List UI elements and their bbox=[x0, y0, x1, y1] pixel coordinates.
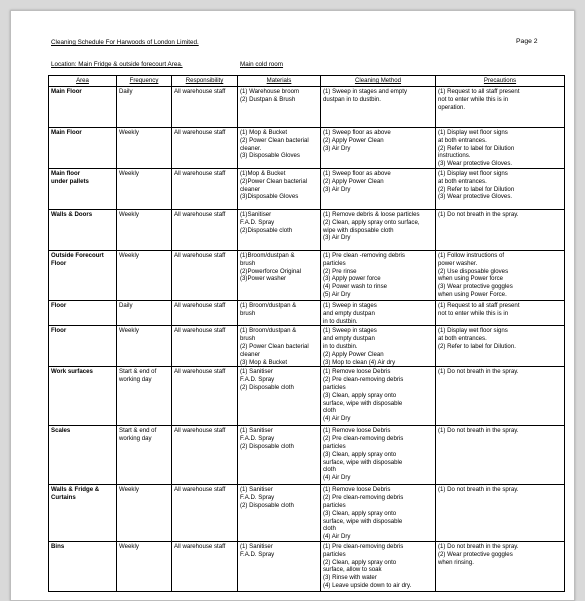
method-line: (3) Rinse with water bbox=[323, 574, 377, 582]
document-title: Cleaning Schedule For Harwoods of London Limited. bbox=[51, 39, 199, 46]
method-line: (5) Air Dry bbox=[323, 290, 351, 298]
table-row bbox=[49, 326, 565, 367]
cell-area bbox=[49, 251, 117, 301]
area-line: Bins bbox=[51, 542, 65, 550]
header-precautions: Precautions bbox=[436, 76, 565, 87]
cell-responsibility bbox=[172, 541, 238, 591]
materials-line: F.A.D. Spray bbox=[240, 435, 275, 443]
materials-line: (3)Power washer bbox=[240, 275, 287, 283]
frequency-line: Weekly bbox=[119, 486, 139, 494]
table-row bbox=[49, 210, 565, 251]
precautions-line: operation. bbox=[438, 103, 466, 111]
cell-area bbox=[49, 301, 117, 326]
materials-line: (2) Disposable cloth bbox=[240, 442, 294, 450]
frequency-line: working day bbox=[119, 376, 152, 384]
cell-frequency bbox=[117, 128, 172, 169]
cell-frequency bbox=[117, 426, 172, 485]
materials-line: (1)Mop & Bucket bbox=[240, 170, 286, 177]
materials-line: cleaner bbox=[240, 350, 260, 358]
frequency-line: Weekly bbox=[119, 252, 139, 259]
precautions-line: (3) Wear protective Gloves. bbox=[438, 193, 513, 201]
precautions-line: not to enter while this is in bbox=[438, 309, 509, 317]
materials-line: (2) Power Clean bacterial bbox=[240, 136, 309, 144]
cell-materials bbox=[238, 87, 321, 128]
precautions-line: instructions. bbox=[438, 152, 471, 160]
area-line: Floor bbox=[51, 259, 67, 267]
method-line: cloth bbox=[323, 466, 336, 474]
area-line: Outside Forecourt bbox=[51, 252, 104, 259]
method-line: (3) Clean, apply spray onto bbox=[323, 450, 397, 458]
precautions-line: (1) Request to all staff present bbox=[438, 88, 520, 95]
materials-line: (1)Broom/dustpan & bbox=[240, 252, 295, 259]
method-line: particles bbox=[323, 442, 346, 450]
frequency-line: Weekly bbox=[119, 129, 139, 136]
precautions-line: (1) Follow instructions of bbox=[438, 252, 505, 259]
cell-frequency bbox=[117, 251, 172, 301]
cell-precautions bbox=[436, 251, 565, 301]
table-row bbox=[49, 128, 565, 169]
cell-precautions bbox=[436, 326, 565, 367]
method-line: (2) Apply Power Clean bbox=[323, 136, 384, 144]
cell-precautions bbox=[436, 87, 565, 128]
method-line: (1) Sweep floor as above bbox=[323, 129, 391, 136]
method-line: (1) Remove loose Debris bbox=[323, 486, 391, 494]
materials-line: (2) Power Clean bacterial bbox=[240, 342, 309, 350]
cell-responsibility bbox=[172, 367, 238, 426]
cell-frequency bbox=[117, 367, 172, 426]
cell-responsibility bbox=[172, 169, 238, 210]
frequency-line: Weekly bbox=[119, 542, 139, 550]
area-line: Main Floor bbox=[51, 129, 82, 136]
materials-line: brush bbox=[240, 335, 256, 343]
cell-method bbox=[321, 367, 436, 426]
method-line: cloth bbox=[323, 525, 336, 533]
responsibility-line: All warehouse staff bbox=[174, 427, 226, 435]
area-line: Main Floor bbox=[51, 88, 82, 95]
method-line: (1) Sweep in stages bbox=[323, 302, 377, 309]
cell-precautions bbox=[436, 541, 565, 591]
cell-area bbox=[49, 210, 117, 251]
method-line: in to dustbin. bbox=[323, 342, 358, 350]
precautions-line: (2) Refer to label for Dilution. bbox=[438, 342, 516, 350]
cell-area bbox=[49, 128, 117, 169]
cell-precautions bbox=[436, 301, 565, 326]
precautions-line: (1) Display wet floor signs bbox=[438, 327, 508, 335]
method-line: (3) Air Dry bbox=[323, 185, 351, 193]
cell-responsibility bbox=[172, 326, 238, 367]
method-line: particles bbox=[323, 501, 346, 509]
frequency-line: Weekly bbox=[119, 170, 139, 177]
area-line: Curtains bbox=[51, 494, 76, 502]
page-number: Page 2 bbox=[516, 38, 538, 45]
materials-line: F.A.D. Spray bbox=[240, 550, 275, 558]
materials-line: (3) Disposable Gloves bbox=[240, 152, 300, 160]
method-line: (2) Clean, apply spray onto surface, bbox=[323, 218, 420, 226]
location-label: Location: Main Fridge & outside forecourt Area. bbox=[51, 61, 183, 68]
method-line: (3) Air Dry bbox=[323, 144, 351, 152]
table-row bbox=[49, 251, 565, 301]
precautions-line: (1) Do not breath in the spray. bbox=[438, 486, 519, 494]
precautions-line: at both entrances. bbox=[438, 177, 487, 185]
precautions-line: (1) Do not breath in the spray. bbox=[438, 427, 519, 435]
cell-precautions bbox=[436, 128, 565, 169]
responsibility-line: All warehouse staff bbox=[174, 542, 226, 550]
materials-line: (3)Disposable Gloves bbox=[240, 193, 299, 201]
precautions-line: (1) Do not breath in the spray. bbox=[438, 368, 519, 376]
materials-line: (2) Disposable cloth bbox=[240, 501, 294, 509]
cell-materials bbox=[238, 326, 321, 367]
method-line: (3) Clean, apply spray onto bbox=[323, 391, 397, 399]
cell-method bbox=[321, 87, 436, 128]
header-cleaning-method: Cleaning Method bbox=[321, 76, 436, 87]
cell-method bbox=[321, 541, 436, 591]
method-line: surface, wipe with disposable bbox=[323, 517, 403, 525]
cell-responsibility bbox=[172, 251, 238, 301]
cell-frequency bbox=[117, 87, 172, 128]
method-line: dustpan in to dustbin. bbox=[323, 95, 381, 103]
method-line: and empty dustpan bbox=[323, 309, 375, 317]
cell-precautions bbox=[436, 210, 565, 251]
cell-materials bbox=[238, 169, 321, 210]
cell-materials bbox=[238, 301, 321, 326]
method-line: (4) Air Dry bbox=[323, 415, 351, 423]
method-line: (1) Sweep in stages bbox=[323, 327, 377, 335]
method-line: (2) Pre clean-removing debris bbox=[323, 435, 404, 443]
cell-method bbox=[321, 128, 436, 169]
method-line: (3) Apply power force bbox=[323, 275, 381, 283]
method-line: wipe with disposable cloth bbox=[323, 226, 394, 234]
area-line: Walls & Doors bbox=[51, 211, 93, 218]
cell-frequency bbox=[117, 485, 172, 542]
cell-area bbox=[49, 169, 117, 210]
cell-precautions bbox=[436, 485, 565, 542]
cell-frequency bbox=[117, 301, 172, 326]
cell-area bbox=[49, 541, 117, 591]
precautions-line: (2) Refer to label for Dilution bbox=[438, 144, 515, 152]
frequency-line: Start & end of bbox=[119, 368, 157, 376]
frequency-line: Weekly bbox=[119, 211, 139, 218]
location-room: Main cold room bbox=[240, 61, 284, 68]
cell-materials bbox=[238, 367, 321, 426]
cell-responsibility bbox=[172, 87, 238, 128]
responsibility-line: All warehouse staff bbox=[174, 170, 226, 177]
method-line: (1) Sweep floor as above bbox=[323, 170, 391, 177]
materials-line: (2) Dustpan & Brush bbox=[240, 95, 296, 103]
table-row bbox=[49, 426, 565, 485]
table-row bbox=[49, 169, 565, 210]
materials-line: (1) Sanitiser bbox=[240, 486, 273, 494]
materials-line: F.A.D. Spray bbox=[240, 376, 275, 384]
cell-materials bbox=[238, 541, 321, 591]
precautions-line: when rinsing. bbox=[438, 558, 474, 566]
method-line: (3) Air Dry bbox=[323, 234, 351, 242]
materials-line: (2)Disposable cloth bbox=[240, 226, 293, 234]
precautions-line: (1) Do not breath in the spray. bbox=[438, 542, 519, 550]
area-line: Work surfaces bbox=[51, 368, 93, 376]
cell-method bbox=[321, 210, 436, 251]
precautions-line: (3) Wear protective goggles bbox=[438, 283, 513, 291]
materials-line: cleaner bbox=[240, 185, 260, 193]
materials-line: (1) Sanitiser bbox=[240, 542, 273, 550]
materials-line: (1) Mop & Bucket bbox=[240, 129, 288, 136]
materials-line: (3) Mop & Bucket bbox=[240, 358, 288, 366]
frequency-line: Daily bbox=[119, 302, 133, 309]
cell-materials bbox=[238, 210, 321, 251]
precautions-line: (1) Display wet floor signs bbox=[438, 129, 508, 136]
method-line: (1) Remove loose Debris bbox=[323, 427, 391, 435]
materials-line: F.A.D. Spray bbox=[240, 494, 275, 502]
method-line: (1) Remove loose Debris bbox=[323, 368, 391, 376]
method-line: and empty dustpan bbox=[323, 335, 375, 343]
precautions-line: when using Power force bbox=[438, 275, 504, 283]
method-line: particles bbox=[323, 383, 346, 391]
table-row bbox=[49, 541, 565, 591]
document-page bbox=[10, 10, 575, 601]
precautions-line: when using Power Force. bbox=[438, 290, 507, 298]
cell-area bbox=[49, 326, 117, 367]
table-row bbox=[49, 301, 565, 326]
precautions-line: (2) Refer to label for Dilution bbox=[438, 185, 515, 193]
method-line: (1) Remove debris & loose particles bbox=[323, 211, 420, 218]
responsibility-line: All warehouse staff bbox=[174, 129, 226, 136]
method-line: (3) Clean, apply spray onto bbox=[323, 509, 397, 517]
materials-line: (2) Disposable cloth bbox=[240, 383, 294, 391]
method-line: (4) Air Dry bbox=[323, 474, 351, 482]
method-line: in to dustbin. bbox=[323, 317, 358, 325]
method-line: surface, allow to soak bbox=[323, 566, 382, 574]
materials-line: cleaner. bbox=[240, 144, 262, 152]
cell-responsibility bbox=[172, 426, 238, 485]
cell-area bbox=[49, 485, 117, 542]
responsibility-line: All warehouse staff bbox=[174, 88, 226, 95]
cell-materials bbox=[238, 426, 321, 485]
method-line: (2) Clean, apply spray onto bbox=[323, 558, 397, 566]
method-line: (2) Pre clean-removing debris bbox=[323, 376, 404, 384]
area-line: Walls & Fridge & bbox=[51, 486, 100, 494]
cell-frequency bbox=[117, 326, 172, 367]
table-row bbox=[49, 367, 565, 426]
method-line: (1) Pre clean -removing debris bbox=[323, 252, 405, 259]
materials-line: brush bbox=[240, 259, 256, 267]
method-line: surface, wipe with disposable bbox=[323, 399, 403, 407]
responsibility-line: All warehouse staff bbox=[174, 486, 226, 494]
header-materials: Materials bbox=[238, 76, 321, 87]
cell-responsibility bbox=[172, 301, 238, 326]
cleaning-schedule-table bbox=[48, 75, 565, 592]
cell-method bbox=[321, 485, 436, 542]
precautions-line: not to enter while this is in bbox=[438, 95, 509, 103]
cell-precautions bbox=[436, 367, 565, 426]
header-responsibility: Responsibility bbox=[172, 76, 238, 87]
cell-materials bbox=[238, 128, 321, 169]
materials-line: (1) Warehouse broom bbox=[240, 88, 300, 95]
cell-method bbox=[321, 301, 436, 326]
method-line: (4) Leave upside down to air dry. bbox=[323, 581, 412, 589]
table-header-row bbox=[49, 76, 565, 87]
cell-method bbox=[321, 426, 436, 485]
responsibility-line: All warehouse staff bbox=[174, 252, 226, 259]
precautions-line: (2) Wear protective goggles bbox=[438, 550, 513, 558]
precautions-line: at both entrances. bbox=[438, 136, 487, 144]
method-line: particles bbox=[323, 550, 346, 558]
materials-line: (1) Broom/dustpan & bbox=[240, 327, 297, 335]
cell-method bbox=[321, 326, 436, 367]
cell-responsibility bbox=[172, 485, 238, 542]
materials-line: F.A.D. Spray bbox=[240, 218, 275, 226]
cell-frequency bbox=[117, 169, 172, 210]
table-row bbox=[49, 485, 565, 542]
area-line: Main floor bbox=[51, 170, 81, 177]
materials-line: (1)Sanitiser bbox=[240, 211, 272, 218]
method-line: (4) Air Dry bbox=[323, 533, 351, 541]
method-line: (2) Apply Power Clean bbox=[323, 350, 384, 358]
responsibility-line: All warehouse staff bbox=[174, 327, 226, 335]
cell-responsibility bbox=[172, 210, 238, 251]
precautions-line: at both entrances. bbox=[438, 335, 487, 343]
materials-line: (1) Sanitiser bbox=[240, 427, 273, 435]
responsibility-line: All warehouse staff bbox=[174, 302, 226, 309]
responsibility-line: All warehouse staff bbox=[174, 211, 226, 218]
materials-line: (1) Sanitiser bbox=[240, 368, 273, 376]
precautions-line: (1) Display wet floor signs bbox=[438, 170, 508, 177]
materials-line: (2)Power Clean bacterial bbox=[240, 177, 308, 185]
frequency-line: working day bbox=[119, 435, 152, 443]
precautions-line: (1) Do not breath in the spray. bbox=[438, 211, 519, 218]
cell-precautions bbox=[436, 169, 565, 210]
precautions-line: (3) Wear protective Gloves. bbox=[438, 160, 513, 168]
method-line: (1) Sweep in stages and empty bbox=[323, 88, 408, 95]
method-line: surface, wipe with disposable bbox=[323, 458, 403, 466]
cell-area bbox=[49, 87, 117, 128]
precautions-line: (1) Request to all staff present bbox=[438, 302, 520, 309]
frequency-line: Daily bbox=[119, 88, 133, 95]
area-line: Floor bbox=[51, 327, 67, 335]
frequency-line: Start & end of bbox=[119, 427, 157, 435]
method-line: cloth bbox=[323, 407, 336, 415]
cell-area bbox=[49, 426, 117, 485]
method-line: (2) Pre rinse bbox=[323, 267, 357, 275]
materials-line: (2)Powerforce Original bbox=[240, 267, 301, 275]
responsibility-line: All warehouse staff bbox=[174, 368, 226, 376]
method-line: (2) Apply Power Clean bbox=[323, 177, 384, 185]
cell-frequency bbox=[117, 541, 172, 591]
cell-materials bbox=[238, 485, 321, 542]
cell-responsibility bbox=[172, 128, 238, 169]
method-line: (4) Power wash to rinse bbox=[323, 283, 388, 291]
cell-method bbox=[321, 251, 436, 301]
table-row bbox=[49, 87, 565, 128]
area-line: Scales bbox=[51, 427, 71, 435]
header-frequency: Frequency bbox=[117, 76, 172, 87]
method-line: (1) Pre clean-removing debris bbox=[323, 542, 404, 550]
frequency-line: Weekly bbox=[119, 327, 139, 335]
precautions-line: (2) Use disposable gloves bbox=[438, 267, 509, 275]
area-line: under pallets bbox=[51, 177, 89, 185]
cell-method bbox=[321, 169, 436, 210]
method-line: particles bbox=[323, 259, 346, 267]
method-line: (2) Pre clean-removing debris bbox=[323, 494, 404, 502]
cell-precautions bbox=[436, 426, 565, 485]
area-line: Floor bbox=[51, 302, 67, 309]
cell-area bbox=[49, 367, 117, 426]
materials-line: (1) Broom/dustpan & bbox=[240, 302, 297, 309]
cell-frequency bbox=[117, 210, 172, 251]
header-area: Area bbox=[49, 76, 117, 87]
materials-line: brush bbox=[240, 309, 256, 317]
method-line: (3) Mop to clean (4) Air dry bbox=[323, 358, 396, 366]
precautions-line: power washer. bbox=[438, 259, 478, 267]
cell-materials bbox=[238, 251, 321, 301]
